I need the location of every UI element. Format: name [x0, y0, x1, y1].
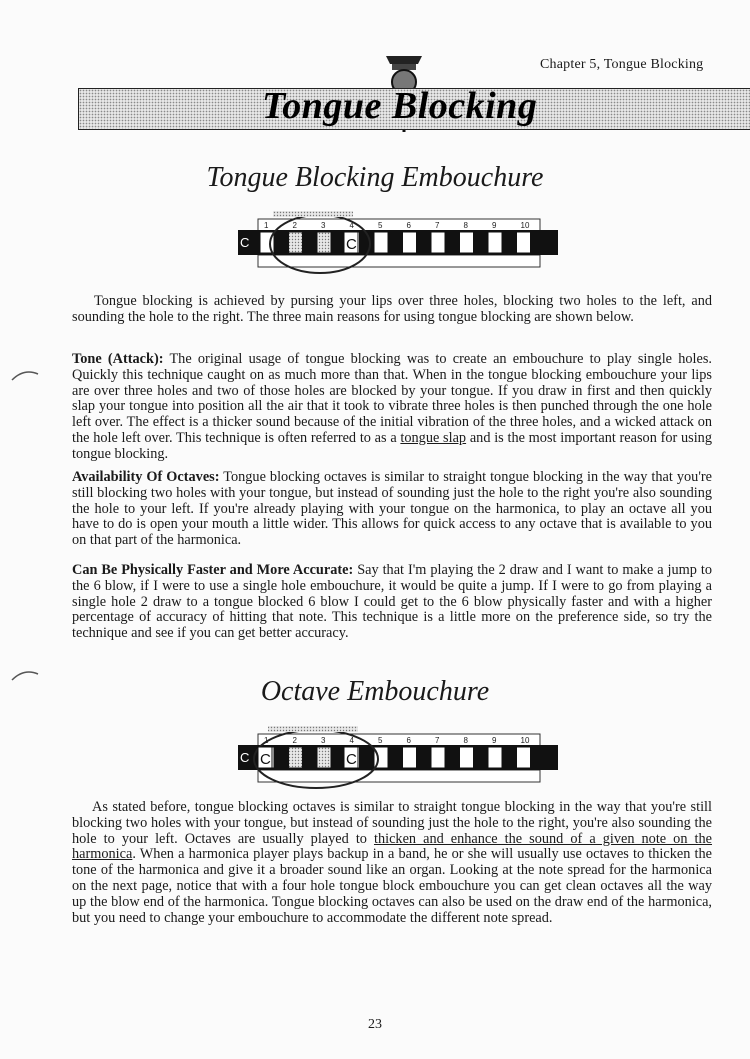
harmonica-hole: [374, 232, 388, 253]
intro-paragraph: Tongue blocking is achieved by pursing your lips over three holes, blocking two holes to the left, and sounding the hole to the right. The three main reasons for using tongue blocking are shown below.: [72, 293, 712, 325]
section-title-octave-embouchure: Octave Embouchure: [260, 676, 490, 707]
harmonica-hole: [460, 232, 474, 253]
hole-number: 1: [264, 736, 269, 745]
harmonica-hole: [403, 747, 417, 768]
octave-underlined-phrase: thicken and enhance the sound of a given note on the harmonica: [72, 830, 712, 863]
octave-text-1: As stated before, tongue blocking octaves is similar to straight tongue blocking in the way that you're still blocking two holes with your tongue, but instead of sounding just the hole to the right, you're also sounding the hole to your left. Octaves are usually played to: [72, 799, 712, 847]
page-number: 23: [368, 1017, 382, 1032]
octave-text-2: . When a harmonica player plays backup in a band, he or she will usually use octaves to thicken the tone of the harmonica and give it a broader sound like an organ. Looking at the note spread for the harmonica on the next page, notice that with a four hole tongue block embouchure you can get clean octaves all the way up the blow end of the harmonica. Tongue blocking octaves can also be used on the draw end of the harmonica, but you need to change your embouchure to accommodate the different note spread.: [72, 846, 712, 926]
hole-number: 6: [406, 736, 411, 745]
hole-number: 10: [520, 736, 530, 745]
hole-number: 7: [435, 221, 440, 230]
hole-number: 3: [321, 736, 326, 745]
diagram-sounded-note-label: C: [346, 236, 357, 253]
diagram2-right-note-label: C: [346, 751, 357, 768]
tone-text-1: The original usage of tongue blocking was to create an embouchure to play single holes. Quickly this technique caught on as much more than that. When in the tongue blocking embouchure your lips are over three holes and two of those holes are blocked by your tongue. If you draw in first and then quickly slap your tongue into position all the air that it took to vibrate three holes is then punched through the one hole left over. The effect is a thicker sound because of the initial vibration of the three holes, and a wicked attack on the hole left over. This technique is often referred to as a: [72, 351, 712, 446]
hole-number: 9: [492, 221, 497, 230]
diagram2-left-note-label: C: [260, 751, 271, 768]
harmonica-hole: [289, 747, 303, 768]
diagram-end-note-label: C: [240, 235, 250, 250]
tongue-slap-term: tongue slap: [400, 429, 467, 446]
hole-number: 1: [264, 221, 269, 230]
hole-number: 2: [292, 736, 297, 745]
chapter-header: Chapter 5, Tongue Blocking: [540, 57, 704, 72]
tongue-block-harmonica-diagram: [228, 205, 558, 275]
hole-number: 4: [349, 736, 354, 745]
harmonica-hole: [517, 232, 531, 253]
harmonica-hole: [431, 747, 445, 768]
margin-mark: [10, 368, 40, 382]
hole-number: 8: [463, 736, 468, 745]
octaves-text: Tongue blocking octaves is similar to straight tongue blocking in the way that you're still blocking two holes with your tongue, but instead of sounding just the hole to the right you're also sounding the hole to your left. If you're already playing with your tongue on the harmonica, to play an octave all you have to do is open your mouth a little wider. This allows for quick access to any octave that is available to you on that part of the harmonica.: [72, 469, 712, 549]
harmonica-hole: [317, 747, 331, 768]
octaves-heading: Availability Of Octaves:: [72, 469, 220, 485]
section-title-tongue-blocking-embouchure: Tongue Blocking Embouchure: [206, 162, 544, 193]
diagram2-end-note-label: C: [240, 750, 250, 765]
harmonica-hole: [403, 232, 417, 253]
tone-heading: Tone (Attack):: [72, 351, 164, 367]
harmonica-hole: [317, 232, 331, 253]
hole-number: 9: [492, 736, 497, 745]
octaves-paragraph: [72, 470, 712, 549]
hole-number: 6: [406, 221, 411, 230]
tone-text-2: and is the most important reason for using tongue blocking.: [72, 429, 712, 462]
faster-heading: Can Be Physically Faster and More Accurate:: [72, 562, 354, 578]
hole-number: 3: [321, 221, 326, 230]
banner-title: Tongue Blocking: [262, 85, 538, 127]
harmonica-hole: [289, 232, 303, 253]
hole-number: 4: [349, 221, 354, 230]
harmonica-hole: [517, 747, 531, 768]
hole-number: 5: [378, 736, 383, 745]
harmonica-hole: [488, 747, 502, 768]
tone-attack-paragraph: [72, 352, 712, 463]
hole-number: 10: [520, 221, 530, 230]
harmonica-hole: [460, 747, 474, 768]
octave-harmonica-diagram: [228, 720, 558, 790]
faster-paragraph: [72, 563, 712, 642]
hole-number: 7: [435, 736, 440, 745]
hole-number: 2: [292, 221, 297, 230]
harmonica-hole: [431, 232, 445, 253]
hole-number: 8: [463, 221, 468, 230]
octave-paragraph: [72, 800, 712, 926]
harmonica-hole: [488, 232, 502, 253]
hole-number: 5: [378, 221, 383, 230]
faster-text: Say that I'm playing the 2 draw and I want to make a jump to the 6 blow, if I were to use a single hole embouchure, it would be quite a jump. If I were to go from playing a single hole 2 draw to a tongue blocked 6 blow I could get to the 6 blow physically faster and with a higher percentage of accuracy of hitting that note. This technique is a little more on the preference side, so try the technique and see if you can get better accuracy.: [72, 562, 712, 642]
